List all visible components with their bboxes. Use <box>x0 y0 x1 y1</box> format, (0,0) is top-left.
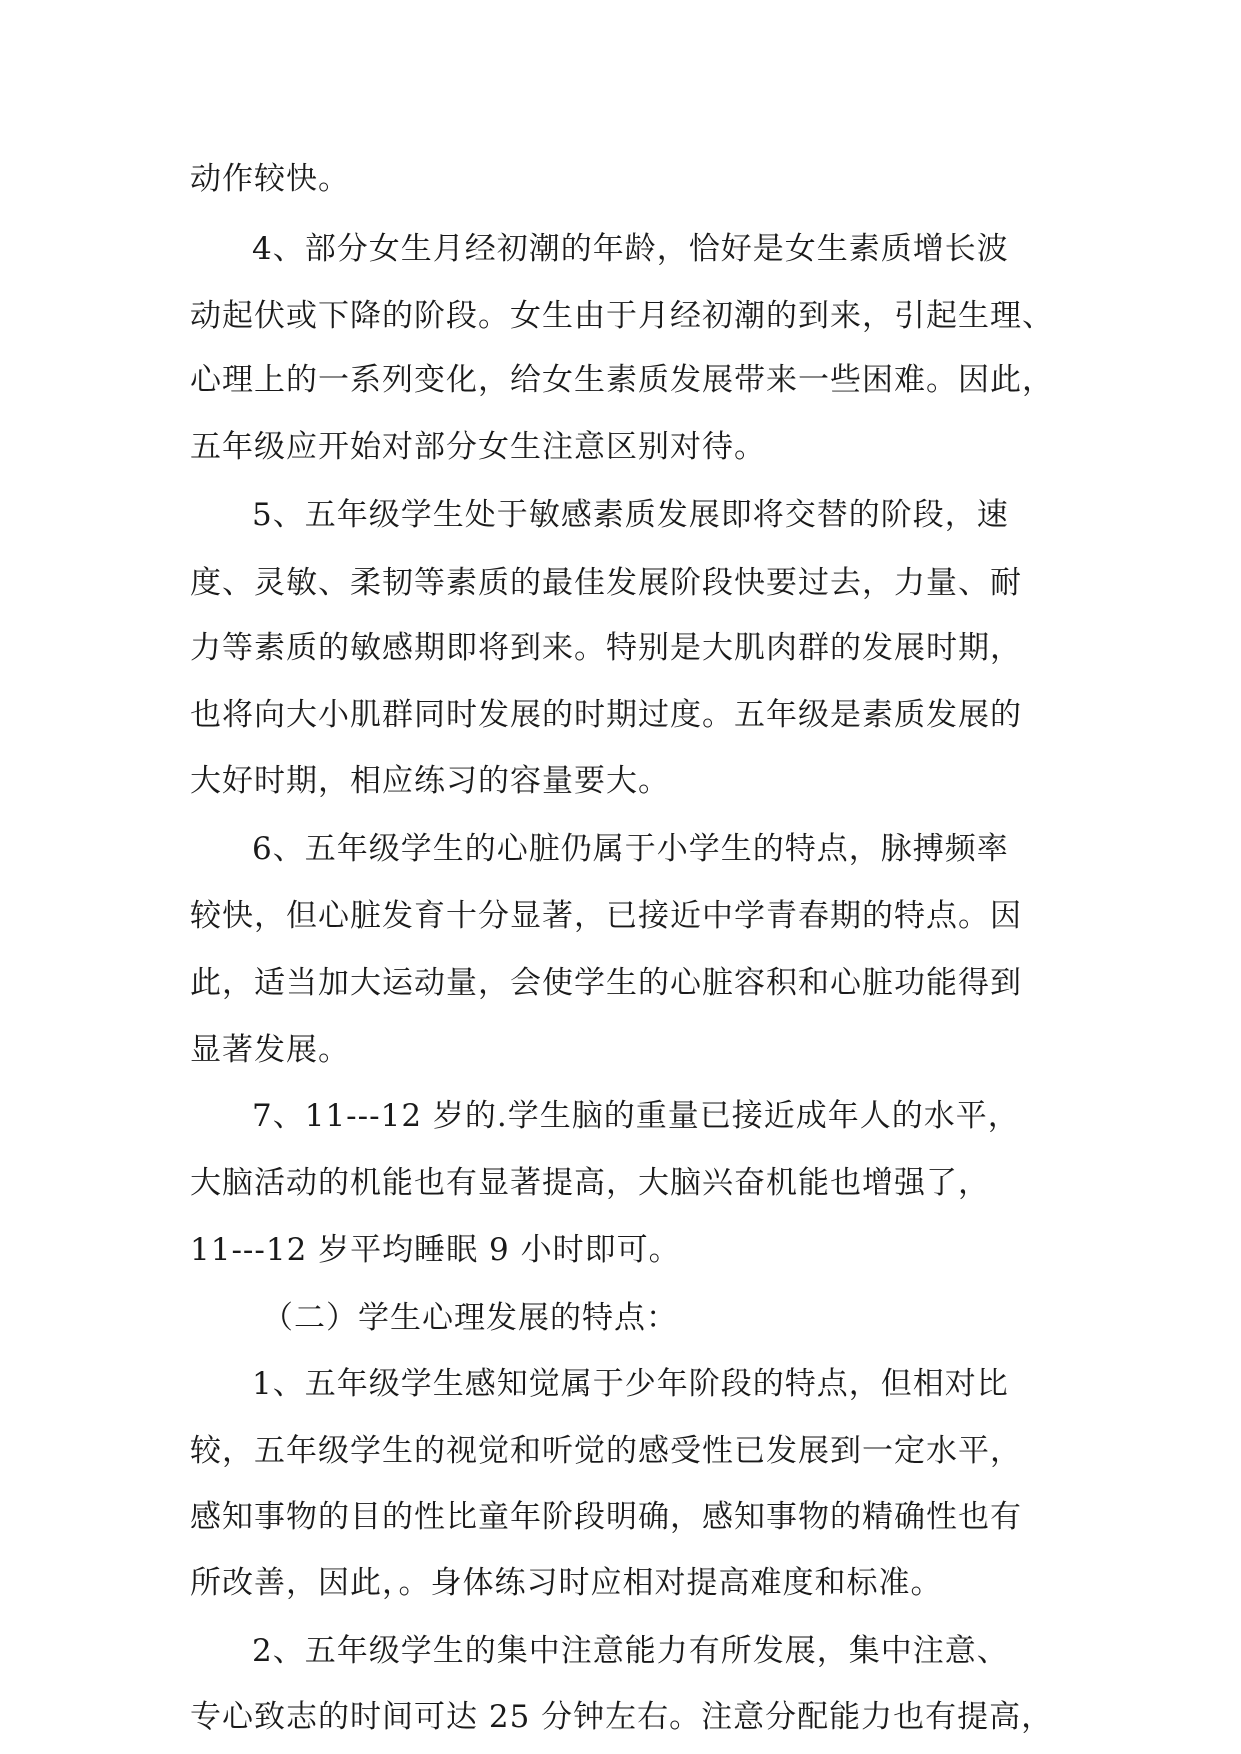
text-line: 大好时期，相应练习的容量要大。 <box>190 763 670 799</box>
text-line: 大脑活动的机能也有显著提高，大脑兴奋机能也增强了， <box>190 1165 990 1201</box>
text-line: 心理上的一系列变化，给女生素质发展带来一些困难。因此， <box>190 362 1054 398</box>
paragraph-6-start: 6、五年级学生的心脏仍属于小学生的特点，脉搏频率 <box>252 831 1009 867</box>
paragraph-4-start: 4、部分女生月经初潮的年龄，恰好是女生素质增长波 <box>252 231 1009 267</box>
paragraph-5-start: 5、五年级学生处于敏感素质发展即将交替的阶段，速 <box>252 497 1009 533</box>
text-line: 五年级应开始对部分女生注意区别对待。 <box>190 429 766 465</box>
section-heading: （二）学生心理发展的特点： <box>262 1300 678 1336</box>
text-line: 11---12 岁平均睡眠 9 小时即可。 <box>190 1232 681 1268</box>
paragraph-2-start: 2、五年级学生的集中注意能力有所发展，集中注意、 <box>252 1633 1009 1669</box>
paragraph-1-start: 1、五年级学生感知觉属于少年阶段的特点，但相对比 <box>252 1366 1009 1402</box>
paragraph-7-start: 7、11---12 岁的.学生脑的重量已接近成年人的水平， <box>252 1098 1020 1134</box>
text-line: 也将向大小肌群同时发展的时期过度。五年级是素质发展的 <box>190 697 1022 733</box>
text-line: 动起伏或下降的阶段。女生由于月经初潮的到来，引起生理、 <box>190 298 1054 334</box>
text-line: 较快，但心脏发育十分显著，已接近中学青春期的特点。因 <box>190 898 1022 934</box>
text-line: 显著发展。 <box>190 1032 350 1068</box>
text-line: 动作较快。 <box>190 161 350 197</box>
text-line: 此，适当加大运动量，会使学生的心脏容积和心脏功能得到 <box>190 965 1022 1001</box>
text-line: 较，五年级学生的视觉和听觉的感受性已发展到一定水平， <box>190 1433 1022 1469</box>
text-line: 力等素质的敏感期即将到来。特别是大肌肉群的发展时期， <box>190 630 1022 666</box>
text-line: 专心致志的时间可达 25 分钟左右。注意分配能力也有提高， <box>190 1699 1054 1735</box>
text-line: 感知事物的目的性比童年阶段明确，感知事物的精确性也有 <box>190 1499 1022 1535</box>
text-line: 所改善，因此，。身体练习时应相对提高难度和标准。 <box>190 1565 943 1601</box>
text-line: 度、灵敏、柔韧等素质的最佳发展阶段快要过去，力量、耐 <box>190 565 1022 601</box>
